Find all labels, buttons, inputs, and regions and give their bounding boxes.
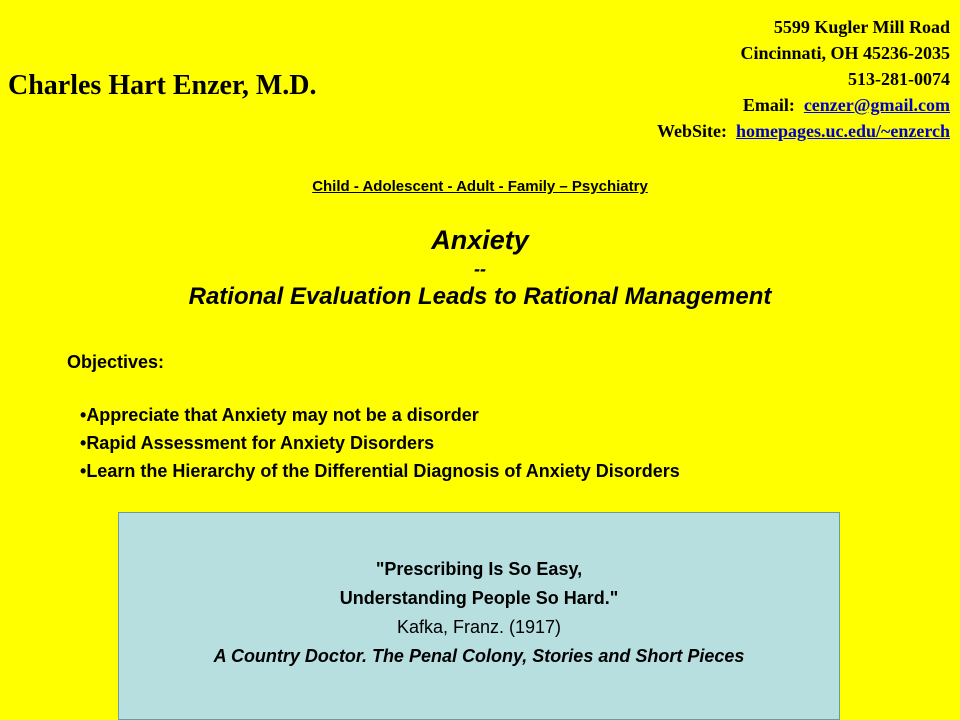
email-label: Email: — [742, 95, 795, 115]
quote-line2: Understanding People So Hard." — [339, 588, 619, 608]
title-separator: -- — [474, 259, 486, 279]
contact-block — [530, 14, 950, 144]
title-main: Anxiety — [431, 225, 529, 255]
objectives-heading: Objectives: — [67, 352, 165, 372]
objective-item: • Appreciate that Anxiety may not be a disorder — [80, 401, 680, 429]
objective-item: • Rapid Assessment for Anxiety Disorders — [80, 429, 680, 457]
quote-work: A Country Doctor. The Penal Colony, Stories and Short Pieces — [213, 646, 745, 666]
quote-line1: "Prescribing Is So Easy, — [375, 559, 583, 579]
quote-author: Kafka, Franz. (1917) — [396, 617, 562, 637]
website-line — [530, 118, 950, 144]
specialties-banner — [0, 178, 960, 195]
specialties-text: Child - Adolescent - Adult - Family – Psychiatry — [312, 178, 648, 195]
quote-box — [118, 512, 840, 720]
website-link[interactable]: homepages.uc.edu/~enzerch — [735, 121, 950, 141]
objectives-list — [80, 401, 680, 485]
title-subtitle: Rational Evaluation Leads to Rational Management — [188, 283, 772, 310]
phone-number: 513-281-0074 — [848, 69, 950, 89]
slide-title — [0, 222, 960, 314]
email-line — [530, 92, 950, 118]
address-line1: 5599 Kugler Mill Road — [773, 17, 950, 37]
email-link[interactable]: cenzer@gmail.com — [803, 95, 950, 115]
objective-item: • Learn the Hierarchy of the Differential Diagnosis of Anxiety Disorders — [80, 457, 680, 485]
doctor-name: Charles Hart Enzer, M.D. — [8, 70, 317, 101]
address-line2: Cincinnati, OH 45236-2035 — [740, 43, 950, 63]
website-label: WebSite: — [656, 121, 727, 141]
